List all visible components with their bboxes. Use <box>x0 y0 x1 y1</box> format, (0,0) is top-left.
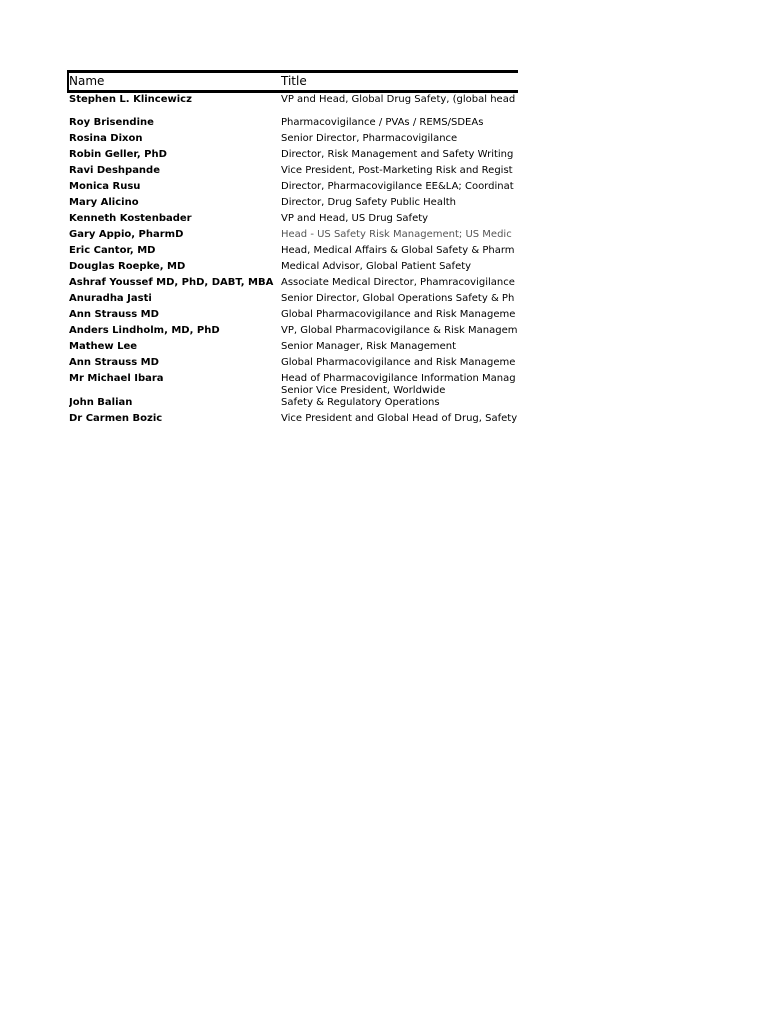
table-row <box>67 293 518 309</box>
title-cell: Senior Director, Global Operations Safety & Ph <box>281 293 515 304</box>
table-row <box>67 229 518 245</box>
table-row <box>67 413 518 429</box>
title-cell: Head, Medical Affairs & Global Safety & Pharm <box>281 245 515 256</box>
table-row <box>67 385 518 413</box>
table-row <box>67 325 518 341</box>
title-cell: Global Pharmacovigilance and Risk Manageme <box>281 309 516 320</box>
table-row <box>67 245 518 261</box>
contacts-table <box>67 70 518 429</box>
table-row <box>67 197 518 213</box>
table-row <box>67 357 518 373</box>
title-cell: Vice President, Post-Marketing Risk and Regist <box>281 165 513 176</box>
table-row <box>67 181 518 197</box>
table-row <box>67 341 518 357</box>
title-cell: VP and Head, Global Drug Safety, (global head <box>281 94 516 105</box>
title-cell: Head - US Safety Risk Management; US Medic <box>281 229 512 240</box>
table-row <box>67 213 518 229</box>
name-cell: Gary Appio, PharmD <box>69 229 184 240</box>
title-cell: Head of Pharmacovigilance Information Manag <box>281 373 516 384</box>
title-cell: VP, Global Pharmacovigilance & Risk Managem <box>281 325 518 336</box>
name-cell: Anders Lindholm, MD, PhD <box>69 325 220 336</box>
title-cell <box>281 385 518 409</box>
title-cell: Associate Medical Director, Phamracovigilance <box>281 277 515 288</box>
name-column-header: Name <box>69 74 105 88</box>
title-cell: Senior Manager, Risk Management <box>281 341 456 352</box>
title-cell: Senior Director, Pharmacovigilance <box>281 133 458 144</box>
name-cell: Ann Strauss MD <box>69 309 159 320</box>
name-cell: Ann Strauss MD <box>69 357 159 368</box>
name-cell: Roy Brisendine <box>69 117 154 128</box>
name-cell: Dr Carmen Bozic <box>69 413 163 424</box>
table-row <box>67 309 518 325</box>
title-cell: Director, Risk Management and Safety Writing <box>281 149 514 160</box>
name-cell: Eric Cantor, MD <box>69 245 156 256</box>
title-cell: Director, Pharmacovigilance EE&LA; Coordinat <box>281 181 514 192</box>
name-cell: Robin Geller, PhD <box>69 149 167 160</box>
title-cell: Vice President and Global Head of Drug, Safety <box>281 413 518 424</box>
table-row <box>67 165 518 181</box>
name-cell: Mr Michael Ibara <box>69 373 164 384</box>
table-row <box>67 277 518 293</box>
table-row <box>67 117 518 133</box>
name-cell: John Balian <box>69 397 133 408</box>
title-cell: Global Pharmacovigilance and Risk Manageme <box>281 357 516 368</box>
title-cell: VP and Head, US Drug Safety <box>281 213 429 224</box>
name-cell: Douglas Roepke, MD <box>69 261 186 272</box>
name-cell: Ashraf Youssef MD, PhD, DABT, MBA <box>69 277 274 288</box>
title-column-header: Title <box>281 74 307 88</box>
name-cell: Stephen L. Klincewicz <box>69 94 192 105</box>
title-cell-line: Senior Vice President, Worldwide <box>281 385 446 396</box>
title-cell: Pharmacovigilance / PVAs / REMS/SDEAs <box>281 117 484 128</box>
title-cell-line: Safety & Regulatory Operations <box>281 397 440 408</box>
table-row <box>67 133 518 149</box>
table-header <box>67 70 518 93</box>
name-cell: Mathew Lee <box>69 341 138 352</box>
table-row <box>67 261 518 277</box>
title-cell: Director, Drug Safety Public Health <box>281 197 456 208</box>
table-row <box>67 149 518 165</box>
name-cell: Anuradha Jasti <box>69 293 152 304</box>
table-row <box>67 93 518 117</box>
title-cell: Medical Advisor, Global Patient Safety <box>281 261 472 272</box>
name-cell: Rosina Dixon <box>69 133 143 144</box>
name-cell: Kenneth Kostenbader <box>69 213 192 224</box>
name-cell: Mary Alicino <box>69 197 139 208</box>
name-cell: Monica Rusu <box>69 181 141 192</box>
name-cell: Ravi Deshpande <box>69 165 160 176</box>
